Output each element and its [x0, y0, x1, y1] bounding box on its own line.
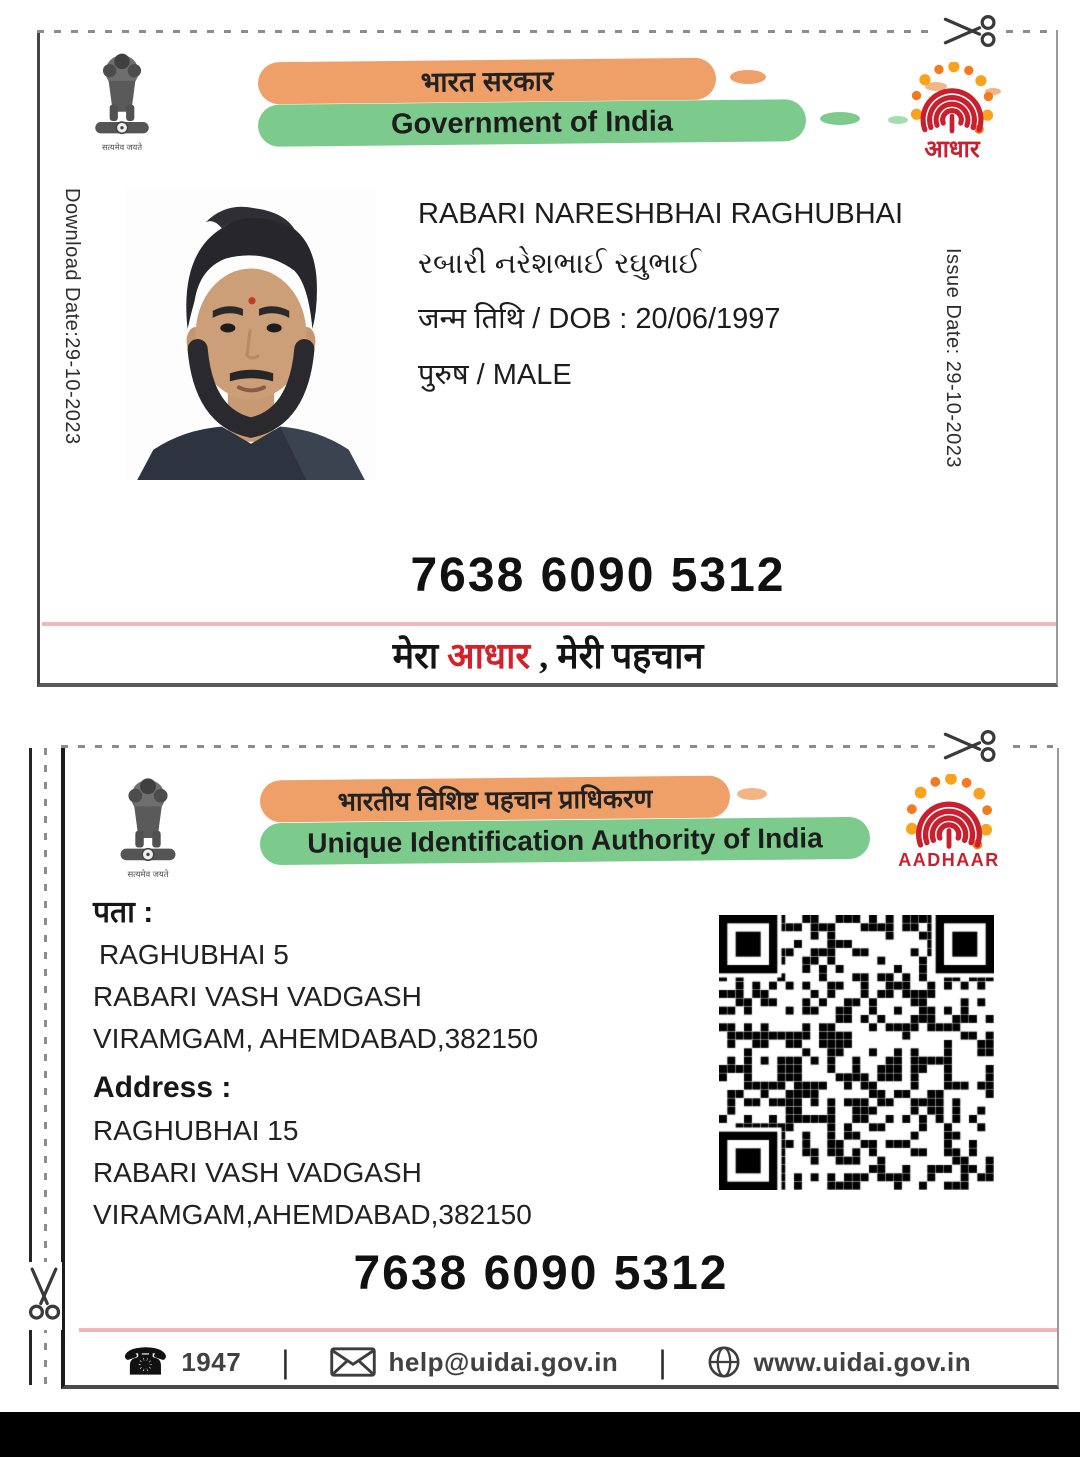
qr-code	[719, 915, 994, 1190]
holder-name-gujarati: રબારી નરેશભાઈ રઘુભાઈ	[418, 248, 702, 280]
download-date-text: Download Date:29-10-2023	[61, 188, 83, 445]
saffron-splatter	[737, 788, 767, 800]
aadhaar-logo-label: AADHAAR	[898, 850, 1000, 870]
saffron-brush-stroke	[258, 58, 716, 105]
aadhaar-logo-label: आधार	[924, 136, 980, 163]
envelope-icon	[330, 1347, 376, 1377]
green-splatter	[820, 112, 860, 125]
aadhaar-number-back: 7638 6090 5312	[353, 1247, 729, 1300]
aadhaar-logo	[887, 774, 1011, 871]
green-brush-stroke	[260, 817, 870, 865]
cut-line-top-back	[61, 745, 1053, 748]
cut-line-top-front	[37, 30, 1053, 33]
slogan-prefix: मेरा	[392, 636, 448, 676]
gov-hindi-title: भारत सरकार	[420, 65, 554, 98]
emblem-of-india-icon	[111, 772, 185, 884]
divider-line	[42, 622, 1056, 626]
footer-phone	[123, 1341, 242, 1382]
footer-website	[707, 1345, 971, 1379]
saffron-splatter	[730, 70, 766, 84]
holder-name-english: RABARI NARESHBHAI RAGHUBHAI	[418, 198, 904, 230]
issue-date-text: Issue Date: 29-10-2023	[942, 248, 964, 469]
holder-gender: पुरुष / MALE	[418, 359, 572, 391]
emblem-motto: सत्यमेव जयते	[101, 142, 143, 152]
phone-icon: ☎	[123, 1341, 169, 1382]
address-block	[93, 890, 538, 1231]
slogan-highlight: आधार	[447, 636, 531, 676]
address-line: RAGHUBHAI 15	[93, 1115, 299, 1146]
address-line: RABARI VASH VADGASH	[93, 1157, 422, 1188]
holder-photo	[125, 188, 377, 480]
footer-separator: |	[281, 1343, 290, 1380]
slogan-suffix: , मेरी पहचान	[530, 636, 704, 676]
bottom-black-bar	[0, 1412, 1080, 1457]
scissors-icon	[26, 1262, 62, 1330]
footer-email-text: help@uidai.gov.in	[388, 1346, 619, 1377]
footer-website-text: www.uidai.gov.in	[753, 1346, 972, 1377]
scissors-icon	[938, 14, 1004, 48]
address-line: VIRAMGAM, AHEMDABAD,382150	[93, 1023, 539, 1054]
footer-separator: |	[658, 1343, 667, 1380]
aadhaar-slogan	[40, 630, 1056, 679]
globe-icon	[707, 1345, 741, 1379]
aadhaar-front-card	[37, 30, 1058, 687]
address-label-english: Address :	[93, 1071, 232, 1104]
aadhaar-sun-fingerprint-icon	[899, 774, 999, 862]
uidai-english-title: Unique Identification Authority of India	[307, 822, 823, 859]
emblem-motto: सत्यमेव जयते	[127, 869, 169, 880]
gov-english-title: Government of India	[390, 105, 674, 140]
address-label-hindi: पता :	[93, 896, 154, 929]
uidai-hindi-title: भारतीय विशिष्ट पहचान प्राधिकरण	[337, 783, 653, 817]
aadhaar-back-card	[61, 748, 1059, 1389]
footer-email	[330, 1347, 619, 1378]
address-line: RAGHUBHAI 5	[99, 939, 289, 970]
uidai-footer	[123, 1340, 971, 1384]
divider-line	[79, 1328, 1057, 1332]
scissors-icon	[938, 729, 1004, 763]
address-line: RABARI VASH VADGASH	[93, 981, 422, 1012]
green-brush-stroke	[258, 99, 806, 147]
aadhaar-number-front: 7638 6090 5312	[410, 549, 786, 602]
aadhaar-logo	[896, 62, 1008, 165]
footer-phone-number: 1947	[181, 1346, 242, 1377]
saffron-brush-stroke	[260, 776, 730, 823]
address-line: VIRAMGAM,AHEMDABAD,382150	[93, 1199, 532, 1230]
holder-details	[418, 198, 903, 410]
holder-dob: जन्म तिथि / DOB : 20/06/1997	[418, 303, 781, 335]
emblem-of-india-icon	[86, 48, 158, 156]
